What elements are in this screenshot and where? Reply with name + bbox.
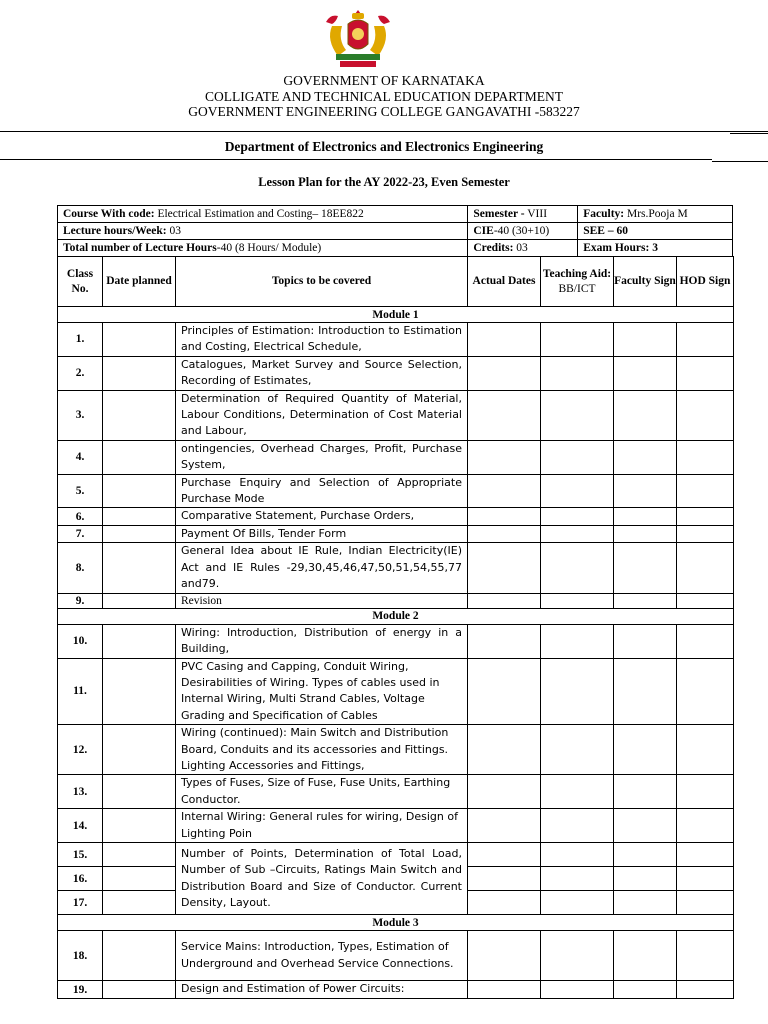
header-actual-dates: Actual Dates <box>468 257 541 307</box>
date-planned-cell[interactable] <box>103 981 176 998</box>
actual-date-cell[interactable] <box>468 981 541 998</box>
header-line-1: GOVERNMENT OF KARNATAKA <box>283 73 485 88</box>
topic-cell: Principles of Estimation: Introduction to Estimation and Costing, Electrical Schedule, <box>176 323 468 357</box>
actual-date-cell[interactable] <box>468 891 541 915</box>
table-row <box>58 440 734 474</box>
faculty-sign-cell[interactable] <box>614 658 677 725</box>
faculty-sign-cell[interactable] <box>614 390 677 440</box>
class-no: 13. <box>58 775 103 809</box>
date-planned-cell[interactable] <box>103 658 176 725</box>
teaching-aid-cell[interactable] <box>541 390 614 440</box>
lesson-plan-table <box>57 256 734 999</box>
faculty-sign-cell[interactable] <box>614 931 677 981</box>
faculty-value: Mrs.Pooja M <box>624 207 688 220</box>
class-no: 19. <box>58 981 103 998</box>
teaching-aid-cell[interactable] <box>541 809 614 843</box>
teaching-aid-cell[interactable] <box>541 775 614 809</box>
hod-sign-cell[interactable] <box>677 775 734 809</box>
header-topics: Topics to be covered <box>176 257 468 307</box>
header-divider-bottom-tail <box>712 161 768 162</box>
hod-sign-cell[interactable] <box>677 725 734 775</box>
class-no: 12. <box>58 725 103 775</box>
topic-cell: General Idea about IE Rule, Indian Electricity(IE) Act and IE Rules -29,30,45,46,47,50,51,54,55,77 and79. <box>176 543 468 593</box>
faculty-sign-cell[interactable] <box>614 474 677 508</box>
table-row <box>58 809 734 843</box>
class-no: 9. <box>58 593 103 608</box>
total-hours-label: Total number of Lecture Hours <box>63 241 217 254</box>
hod-sign-cell[interactable] <box>677 809 734 843</box>
course-info-row <box>58 223 733 240</box>
module-row <box>58 915 734 931</box>
class-no: 7. <box>58 525 103 542</box>
topic-cell: Types of Fuses, Size of Fuse, Fuse Units, Earthing Conductor. <box>176 775 468 809</box>
class-no: 16. <box>58 867 103 891</box>
header-divider-top <box>0 131 768 132</box>
actual-date-cell[interactable] <box>468 624 541 658</box>
hod-sign-cell[interactable] <box>677 323 734 357</box>
topic-cell: Determination of Required Quantity of Material, Labour Conditions, Determination of Cost Material and Labour, <box>176 390 468 440</box>
faculty-sign-cell[interactable] <box>614 624 677 658</box>
date-planned-cell[interactable] <box>103 775 176 809</box>
teaching-aid-cell[interactable] <box>541 593 614 608</box>
exam-hours-label: Exam Hours: 3 <box>583 241 658 254</box>
exam-hours-cell <box>578 240 733 257</box>
table-row <box>58 775 734 809</box>
teaching-aid-cell[interactable] <box>541 440 614 474</box>
topic-cell: Payment Of Bills, Tender Form <box>176 525 468 542</box>
actual-date-cell[interactable] <box>468 323 541 357</box>
class-no: 14. <box>58 809 103 843</box>
date-planned-cell[interactable] <box>103 725 176 775</box>
actual-date-cell[interactable] <box>468 440 541 474</box>
karnataka-emblem-icon <box>318 4 398 70</box>
topic-cell: Service Mains: Introduction, Types, Estimation of Underground and Overhead Service Connections. <box>176 931 468 981</box>
actual-date-cell[interactable] <box>468 775 541 809</box>
actual-date-cell[interactable] <box>468 525 541 542</box>
class-no: 15. <box>58 843 103 867</box>
table-row <box>58 931 734 981</box>
date-planned-cell[interactable] <box>103 593 176 608</box>
class-no: 3. <box>58 390 103 440</box>
date-planned-cell[interactable] <box>103 809 176 843</box>
table-row <box>58 981 734 998</box>
date-planned-cell[interactable] <box>103 931 176 981</box>
date-planned-cell[interactable] <box>103 843 176 867</box>
module-heading: Module 2 <box>58 608 734 624</box>
total-hours-value: -40 (8 Hours/ Module) <box>216 241 322 254</box>
hod-sign-cell[interactable] <box>677 508 734 525</box>
actual-date-cell[interactable] <box>468 543 541 593</box>
credits-label: Credits: <box>473 241 514 254</box>
actual-date-cell[interactable] <box>468 474 541 508</box>
header-teaching-aid <box>541 257 614 307</box>
module-row <box>58 307 734 323</box>
see-label: SEE – 60 <box>583 224 628 237</box>
teaching-aid-cell[interactable] <box>541 891 614 915</box>
table-row <box>58 508 734 525</box>
lecture-cell <box>58 223 468 240</box>
teaching-aid-cell[interactable] <box>541 508 614 525</box>
faculty-sign-cell[interactable] <box>614 543 677 593</box>
faculty-label: Faculty: <box>583 207 625 220</box>
semester-label: Semester - <box>473 207 525 220</box>
actual-date-cell[interactable] <box>468 390 541 440</box>
see-cell <box>578 223 733 240</box>
teaching-aid-cell[interactable] <box>541 843 614 867</box>
topic-cell: Wiring (continued): Main Switch and Distribution Board, Conduits and its accessories and Fittings. Lighting Accessories and Fittings, <box>176 725 468 775</box>
actual-date-cell[interactable] <box>468 593 541 608</box>
header-class-no: Class No. <box>58 257 103 307</box>
class-no: 11. <box>58 658 103 725</box>
faculty-sign-cell[interactable] <box>614 525 677 542</box>
topic-cell: Comparative Statement, Purchase Orders, <box>176 508 468 525</box>
actual-date-cell[interactable] <box>468 658 541 725</box>
faculty-sign-cell[interactable] <box>614 775 677 809</box>
date-planned-cell[interactable] <box>103 525 176 542</box>
department-title: Department of Electronics and Electronics Engineering <box>224 139 544 154</box>
hod-sign-cell[interactable] <box>677 658 734 725</box>
faculty-sign-cell[interactable] <box>614 725 677 775</box>
class-no: 4. <box>58 440 103 474</box>
date-planned-cell[interactable] <box>103 867 176 891</box>
lecture-label: Lecture hours/Week: <box>63 224 167 237</box>
date-planned-cell[interactable] <box>103 356 176 390</box>
header-divider-bottom <box>0 159 712 160</box>
module-heading: Module 1 <box>58 307 734 323</box>
module-row <box>58 608 734 624</box>
table-row <box>58 390 734 440</box>
teaching-aid-cell[interactable] <box>541 525 614 542</box>
class-no: 17. <box>58 891 103 915</box>
faculty-sign-cell[interactable] <box>614 508 677 525</box>
hod-sign-cell[interactable] <box>677 543 734 593</box>
cie-value: -40 (30+10) <box>493 224 550 237</box>
course-cell <box>58 206 468 223</box>
lecture-value: 03 <box>166 224 181 237</box>
table-row <box>58 323 734 357</box>
semester-cell <box>468 206 578 223</box>
hod-sign-cell[interactable] <box>677 525 734 542</box>
teaching-aid-value: BB/ICT <box>558 282 596 295</box>
actual-date-cell[interactable] <box>468 931 541 981</box>
hod-sign-cell[interactable] <box>677 981 734 998</box>
date-planned-cell[interactable] <box>103 891 176 915</box>
hod-sign-cell[interactable] <box>677 593 734 608</box>
table-row <box>58 474 734 508</box>
faculty-sign-cell[interactable] <box>614 593 677 608</box>
class-no: 18. <box>58 931 103 981</box>
faculty-cell <box>578 206 733 223</box>
faculty-sign-cell[interactable] <box>614 843 677 867</box>
faculty-sign-cell[interactable] <box>614 323 677 357</box>
module-heading: Module 3 <box>58 915 734 931</box>
course-label: Course With code: <box>63 207 155 220</box>
teaching-aid-cell[interactable] <box>541 981 614 998</box>
header-line-2: COLLIGATE AND TECHNICAL EDUCATION DEPARTMENT <box>205 89 563 104</box>
hod-sign-cell[interactable] <box>677 624 734 658</box>
course-info-table <box>57 205 733 257</box>
table-row <box>58 725 734 775</box>
faculty-sign-cell[interactable] <box>614 867 677 891</box>
faculty-sign-cell[interactable] <box>614 440 677 474</box>
header-hod-sign: HOD Sign <box>677 257 734 307</box>
table-row <box>58 658 734 725</box>
faculty-sign-cell[interactable] <box>614 981 677 998</box>
topic-cell: Purchase Enquiry and Selection of Appropriate Purchase Mode <box>176 474 468 508</box>
lesson-plan-title: Lesson Plan for the AY 2022-23, Even Semester <box>258 175 510 189</box>
actual-date-cell[interactable] <box>468 843 541 867</box>
course-info-row <box>58 206 733 223</box>
cie-cell <box>468 223 578 240</box>
date-planned-cell[interactable] <box>103 543 176 593</box>
topic-cell: Wiring: Introduction, Distribution of energy in a Building, <box>176 624 468 658</box>
teaching-aid-cell[interactable] <box>541 725 614 775</box>
hod-sign-cell[interactable] <box>677 891 734 915</box>
topic-cell: PVC Casing and Capping, Conduit Wiring, Desirabilities of Wiring. Types of cables used in Internal Wiring, Multi Strand Cables, Voltage Grading and Specification of Cables <box>176 658 468 725</box>
course-value: Electrical Estimation and Costing– 18EE822 <box>154 207 364 220</box>
hod-sign-cell[interactable] <box>677 390 734 440</box>
hod-sign-cell[interactable] <box>677 843 734 867</box>
date-planned-cell[interactable] <box>103 323 176 357</box>
topic-cell: Design and Estimation of Power Circuits: <box>176 981 468 998</box>
topic-cell: Revision <box>176 593 468 608</box>
teaching-aid-cell[interactable] <box>541 356 614 390</box>
credits-cell <box>468 240 578 257</box>
faculty-sign-cell[interactable] <box>614 891 677 915</box>
topic-cell: Catalogues, Market Survey and Source Selection, Recording of Estimates, <box>176 356 468 390</box>
date-planned-cell[interactable] <box>103 474 176 508</box>
date-planned-cell[interactable] <box>103 390 176 440</box>
hod-sign-cell[interactable] <box>677 474 734 508</box>
teaching-aid-label: Teaching Aid: <box>542 267 612 280</box>
teaching-aid-cell[interactable] <box>541 624 614 658</box>
date-planned-cell[interactable] <box>103 508 176 525</box>
total-hours-cell <box>58 240 468 257</box>
actual-date-cell[interactable] <box>468 867 541 891</box>
table-header-row <box>58 257 734 307</box>
hod-sign-cell[interactable] <box>677 440 734 474</box>
hod-sign-cell[interactable] <box>677 931 734 981</box>
topic-cell: Internal Wiring: General rules for wiring, Design of Lighting Poin <box>176 809 468 843</box>
semester-value: VIII <box>524 207 548 220</box>
cie-label: CIE <box>473 224 494 237</box>
actual-date-cell[interactable] <box>468 508 541 525</box>
class-no: 8. <box>58 543 103 593</box>
header-faculty-sign: Faculty Sign <box>614 257 677 307</box>
hod-sign-cell[interactable] <box>677 867 734 891</box>
header-line-3: GOVERNMENT ENGINEERING COLLEGE GANGAVATHI -583227 <box>188 104 580 119</box>
course-info-row <box>58 240 733 257</box>
actual-date-cell[interactable] <box>468 809 541 843</box>
header-date-planned: Date planned <box>103 257 176 307</box>
topic-cell: Number of Points, Determination of Total Load, Number of Sub –Circuits, Ratings Main Switch and Distribution Board and Size of Conductor. Current Density, Layout. <box>176 843 468 915</box>
credits-value: 03 <box>513 241 528 254</box>
table-row <box>58 356 734 390</box>
date-planned-cell[interactable] <box>103 440 176 474</box>
table-row <box>58 624 734 658</box>
header-divider-top-tail <box>730 133 768 134</box>
teaching-aid-cell[interactable] <box>541 658 614 725</box>
table-row <box>58 843 734 867</box>
table-row <box>58 525 734 542</box>
teaching-aid-cell[interactable] <box>541 474 614 508</box>
class-no: 6. <box>58 508 103 525</box>
teaching-aid-cell[interactable] <box>541 323 614 357</box>
table-row <box>58 593 734 608</box>
actual-date-cell[interactable] <box>468 725 541 775</box>
class-no: 2. <box>58 356 103 390</box>
teaching-aid-cell[interactable] <box>541 931 614 981</box>
topic-cell: ontingencies, Overhead Charges, Profit, Purchase System, <box>176 440 468 474</box>
date-planned-cell[interactable] <box>103 624 176 658</box>
actual-date-cell[interactable] <box>468 356 541 390</box>
teaching-aid-cell[interactable] <box>541 543 614 593</box>
class-no: 5. <box>58 474 103 508</box>
teaching-aid-cell[interactable] <box>541 867 614 891</box>
table-row <box>58 543 734 593</box>
hod-sign-cell[interactable] <box>677 356 734 390</box>
faculty-sign-cell[interactable] <box>614 356 677 390</box>
class-no: 1. <box>58 323 103 357</box>
faculty-sign-cell[interactable] <box>614 809 677 843</box>
class-no: 10. <box>58 624 103 658</box>
